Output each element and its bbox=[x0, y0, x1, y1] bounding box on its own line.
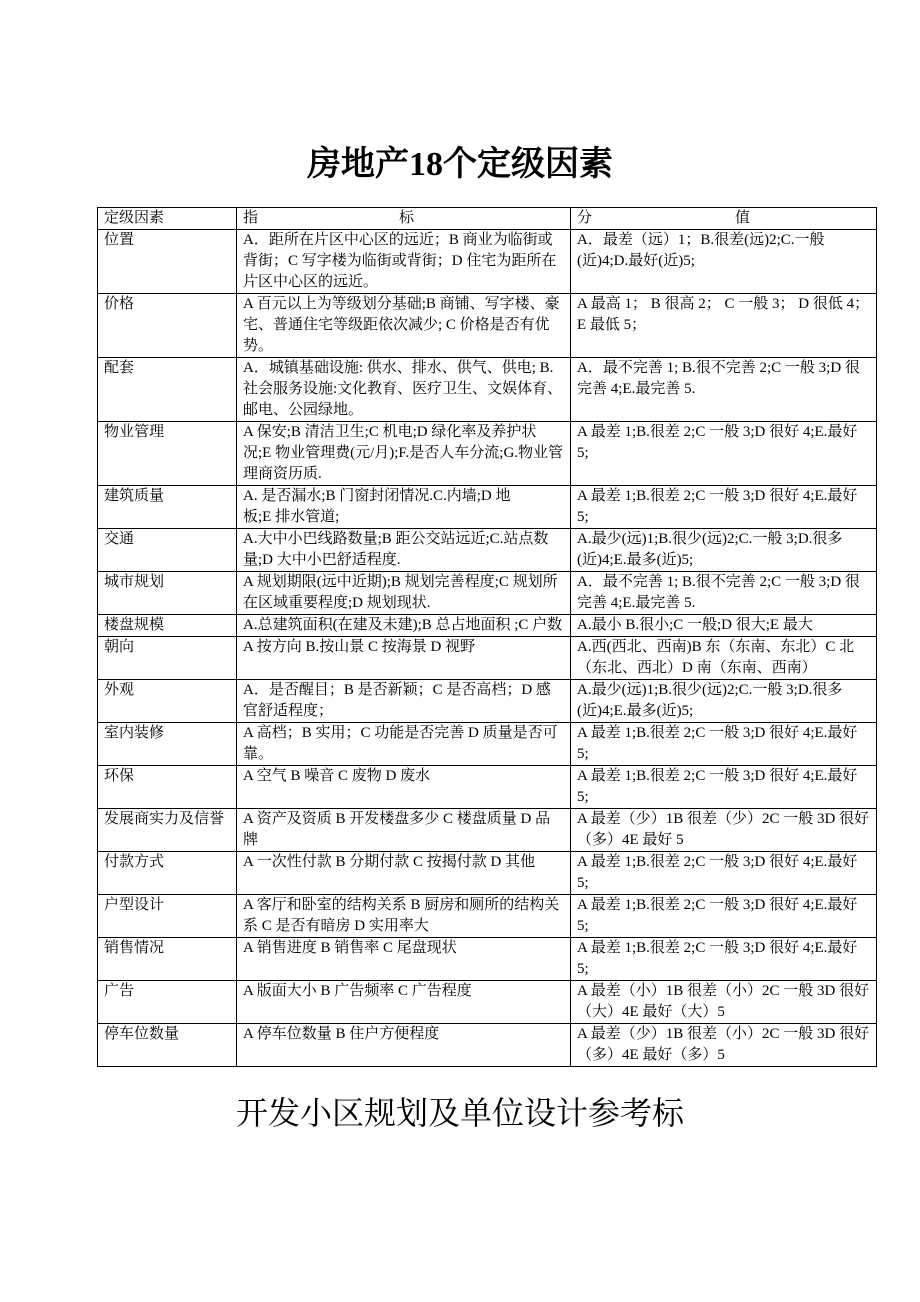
score-cell: A．最不完善 1; B.很不完善 2;C 一般 3;D 很完善 4;E.最完善 5. bbox=[571, 572, 877, 615]
table-row bbox=[98, 358, 877, 422]
factor-cell: 发展商实力及信誉 bbox=[98, 809, 237, 852]
section-heading: 开发小区规划及单位设计参考标 bbox=[235, 1095, 684, 1131]
table-row bbox=[98, 680, 877, 723]
header-score-part2: 值 bbox=[734, 210, 750, 226]
factor-cell: 户型设计 bbox=[98, 895, 237, 938]
score-cell: A 最差 1;B.很差 2;C 一般 3;D 很好 4;E.最好 5; bbox=[571, 723, 877, 766]
table-row bbox=[98, 529, 877, 572]
page-title: 房地产18个定级因素 bbox=[307, 146, 613, 183]
score-cell: A 最差 1;B.很差 2;C 一般 3;D 很好 4;E.最好 5; bbox=[571, 766, 877, 809]
indicator-cell: A 百元以上为等级划分基础;B 商铺、写字楼、豪宅、普通住宅等级距依次减少; C 价格是否有优势。 bbox=[237, 294, 571, 358]
header-factor: 定级因素 bbox=[98, 208, 237, 230]
rating-factors-table bbox=[97, 207, 877, 1067]
indicator-cell: A 客厅和卧室的结构关系 B 厨房和厕所的结构关系 C 是否有暗房 D 实用率大 bbox=[237, 895, 571, 938]
factor-cell: 室内装修 bbox=[98, 723, 237, 766]
score-cell: A.西(西北、西南)B 东（东南、东北）C 北（东北、西北）D 南（东南、西南） bbox=[571, 637, 877, 680]
factor-cell: 朝向 bbox=[98, 637, 237, 680]
score-cell: A 最差 1;B.很差 2;C 一般 3;D 很好 4;E.最好 5; bbox=[571, 422, 877, 486]
table-row bbox=[98, 422, 877, 486]
table-row bbox=[98, 486, 877, 529]
score-cell: A.最少(远)1;B.很少(远)2;C.一般 3;D.很多(近)4;E.最多(近)5; bbox=[571, 529, 877, 572]
factor-cell: 配套 bbox=[98, 358, 237, 422]
table-header-row bbox=[98, 208, 877, 230]
indicator-cell: A 按方向 B.按山景 C 按海景 D 视野 bbox=[237, 637, 571, 680]
indicator-cell: A 资产及资质 B 开发楼盘多少 C 楼盘质量 D 品牌 bbox=[237, 809, 571, 852]
table-row bbox=[98, 852, 877, 895]
table-row bbox=[98, 572, 877, 615]
indicator-cell: A．城镇基础设施: 供水、排水、供气、供电; B.社会服务设施:文化教育、医疗卫生、文娱体育、邮电、公园绿地。 bbox=[237, 358, 571, 422]
header-score-part1: 分 bbox=[577, 210, 593, 226]
indicator-cell: A 一次性付款 B 分期付款 C 按揭付款 D 其他 bbox=[237, 852, 571, 895]
table-row bbox=[98, 981, 877, 1024]
score-cell: A.最少(远)1;B.很少(远)2;C.一般 3;D.很多(近)4;E.最多(近)5; bbox=[571, 680, 877, 723]
indicator-cell: A. 是否漏水;B 门窗封闭情况.C.内墙;D 地 板;E 排水管道; bbox=[237, 486, 571, 529]
table-row bbox=[98, 637, 877, 680]
score-cell: A 最高 1； B 很高 2； C 一般 3； D 很低 4； E 最低 5； bbox=[571, 294, 877, 358]
table-row bbox=[98, 938, 877, 981]
score-cell: A 最差 1;B.很差 2;C 一般 3;D 很好 4;E.最好 5; bbox=[571, 486, 877, 529]
indicator-cell: A.大中小巴线路数量;B 距公交站远近;C.站点数量;D 大中小巴舒适程度. bbox=[237, 529, 571, 572]
factor-cell: 价格 bbox=[98, 294, 237, 358]
indicator-cell: A 高档；B 实用；C 功能是否完善 D 质量是否可靠。 bbox=[237, 723, 571, 766]
header-indicator-part2: 标 bbox=[398, 210, 414, 226]
factor-cell: 城市规划 bbox=[98, 572, 237, 615]
factor-cell: 广告 bbox=[98, 981, 237, 1024]
table-row bbox=[98, 615, 877, 637]
score-cell: A.最小 B.很小;C 一般;D 很大;E 最大 bbox=[571, 615, 877, 637]
indicator-cell: A．是否醒目；B 是否新颖；C 是否高档；D 感官舒适程度； bbox=[237, 680, 571, 723]
factor-cell: 建筑质量 bbox=[98, 486, 237, 529]
factor-cell: 楼盘规模 bbox=[98, 615, 237, 637]
factor-cell: 外观 bbox=[98, 680, 237, 723]
factor-cell: 交通 bbox=[98, 529, 237, 572]
factor-cell: 位置 bbox=[98, 230, 237, 294]
score-cell: A 最差（小）1B 很差（小）2C 一般 3D 很好（大）4E 最好（大）5 bbox=[571, 981, 877, 1024]
score-cell: A 最差 1;B.很差 2;C 一般 3;D 很好 4;E.最好 5; bbox=[571, 852, 877, 895]
indicator-cell: A 版面大小 B 广告频率 C 广告程度 bbox=[237, 981, 571, 1024]
score-cell: A．最差（远）1；B.很差(远)2;C.一般(近)4;D.最好(近)5; bbox=[571, 230, 877, 294]
indicator-cell: A 销售进度 B 销售率 C 尾盘现状 bbox=[237, 938, 571, 981]
header-indicator bbox=[237, 208, 571, 230]
score-cell: A 最差（少）1B 很差（小）2C 一般 3D 很好（多）4E 最好（多）5 bbox=[571, 1024, 877, 1067]
indicator-cell: A 规划期限(远中近期);B 规划完善程度;C 规划所在区域重要程度;D 规划现状. bbox=[237, 572, 571, 615]
score-cell: A 最差 1;B.很差 2;C 一般 3;D 很好 4;E.最好 5; bbox=[571, 895, 877, 938]
table-row bbox=[98, 230, 877, 294]
score-cell: A．最不完善 1; B.很不完善 2;C 一般 3;D 很完善 4;E.最完善 5. bbox=[571, 358, 877, 422]
indicator-cell: A 停车位数量 B 住户方便程度 bbox=[237, 1024, 571, 1067]
indicator-cell: A．距所在片区中心区的远近；B 商业为临街或背街；C 写字楼为临街或背街；D 住宅为距所在片区中心区的远近。 bbox=[237, 230, 571, 294]
factor-cell: 付款方式 bbox=[98, 852, 237, 895]
table-row bbox=[98, 895, 877, 938]
table-row bbox=[98, 809, 877, 852]
factor-cell: 停车位数量 bbox=[98, 1024, 237, 1067]
factor-cell: 环保 bbox=[98, 766, 237, 809]
indicator-cell: A 保安;B 清洁卫生;C 机电;D 绿化率及养护状况;E 物业管理费(元/月);F.是否人车分流;G.物业管理商资历质. bbox=[237, 422, 571, 486]
table-row bbox=[98, 723, 877, 766]
table-row bbox=[98, 1024, 877, 1067]
header-indicator-part1: 指 bbox=[243, 210, 259, 226]
factor-cell: 销售情况 bbox=[98, 938, 237, 981]
indicator-cell: A 空气 B 噪音 C 废物 D 废水 bbox=[237, 766, 571, 809]
score-cell: A 最差 1;B.很差 2;C 一般 3;D 很好 4;E.最好 5; bbox=[571, 938, 877, 981]
indicator-cell: A.总建筑面积(在建及未建);B 总占地面积 ;C 户数 bbox=[237, 615, 571, 637]
header-score bbox=[571, 208, 877, 230]
score-cell: A 最差（少）1B 很差（少）2C 一般 3D 很好（多）4E 最好 5 bbox=[571, 809, 877, 852]
table-row bbox=[98, 294, 877, 358]
table-row bbox=[98, 766, 877, 809]
factor-cell: 物业管理 bbox=[98, 422, 237, 486]
